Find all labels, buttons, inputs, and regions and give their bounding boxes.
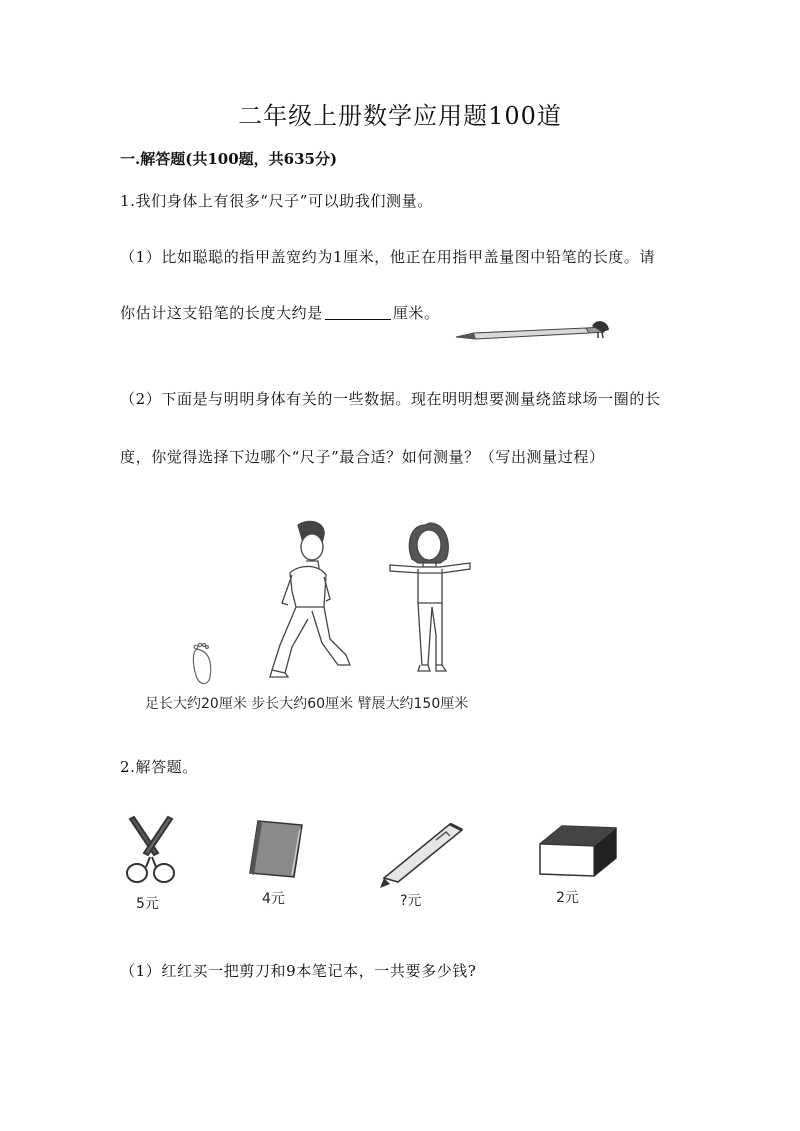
question-1-stem: 1.我们身体上有很多“尺子”可以助我们测量。: [120, 192, 433, 210]
notebook-price: 4元: [262, 891, 285, 907]
question-2-stem: 2.解答题。: [120, 758, 198, 776]
figure-caption: 足长大约20厘米 步长大约60厘米 臂展大约150厘米: [145, 696, 469, 712]
pen-price: ?元: [400, 893, 422, 909]
walking-boy-icon: [270, 521, 350, 677]
question-2-part-1: （1）红红买一把剪刀和9本笔记本，一共要多少钱?: [120, 962, 477, 980]
body-ruler-figure: [140, 515, 520, 695]
question-1-part-2-line-2: 度，你觉得选择下边哪个“尺子”最合适？如何测量？（写出测量过程）: [120, 448, 605, 466]
section-heading: 一.解答题(共100题，共635分): [120, 150, 338, 168]
question-1-part-1-line-1: （1）比如聪聪的指甲盖宽约为1厘米，他正在用指甲盖量图中铅笔的长度。请: [120, 248, 656, 266]
eraser-price: 2元: [556, 890, 579, 906]
part-1-text-after-blank: 厘米。: [392, 304, 440, 322]
eraser-icon: [536, 818, 622, 880]
page-title: 二年级上册数学应用题100道: [238, 102, 562, 130]
pencil-icon: [452, 318, 614, 346]
notebook-icon: [244, 815, 310, 881]
scissors-price: 5元: [136, 896, 159, 912]
foot-icon: [193, 643, 210, 683]
question-1-part-1-line-2: [120, 302, 440, 323]
part-1-text-before-blank: 你估计这支铅笔的长度大约是: [120, 304, 323, 322]
answer-blank: [325, 305, 391, 320]
pen-icon: [376, 816, 468, 890]
standing-girl-icon: [390, 523, 470, 671]
scissors-icon: [120, 815, 182, 891]
question-1-part-2-line-1: （2）下面是与明明身体有关的一些数据。现在明明想要测量绕篮球场一圈的长: [120, 390, 661, 408]
